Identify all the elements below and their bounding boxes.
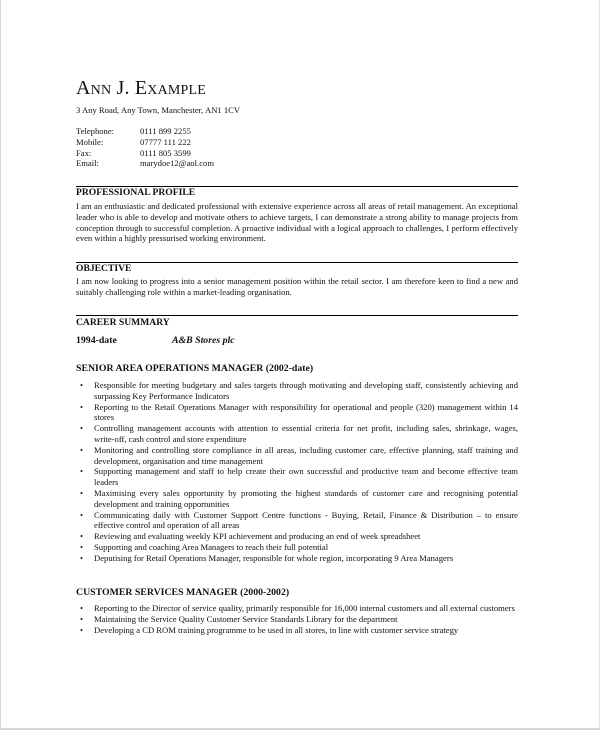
list-item xyxy=(76,466,518,488)
list-item xyxy=(76,542,518,553)
contact-mobile xyxy=(76,137,214,148)
list-item-text: Controlling management accounts with attention to essential criteria for net profit, including sales, shrinkage, wages, write-off, cash control and store expenditure xyxy=(94,423,518,444)
bullet-icon: • xyxy=(80,444,84,455)
section-divider xyxy=(76,315,518,316)
list-item-text: Reviewing and evaluating weekly KPI achievement and producing an end of week spreadsheet xyxy=(94,531,421,542)
list-item xyxy=(76,488,518,510)
contact-telephone xyxy=(76,126,214,137)
list-item xyxy=(76,531,518,542)
list-item xyxy=(76,625,518,636)
list-item-text: Maintaining the Service Quality Customer Service Standards Library for the department xyxy=(94,613,398,624)
list-item-text: Supporting and coaching Area Managers to reach their full potential xyxy=(94,541,329,552)
list-item-text: Communicating daily with Customer Support Centre functions - Buying, Retail, Finance & Distribution – to ensure effective control and operation of all areas xyxy=(94,509,518,531)
list-item-text: Reporting to the Retail Operations Manager with responsibility for operational and people (320) management within 14 stores xyxy=(94,401,518,423)
bullet-icon: • xyxy=(80,401,84,412)
list-item-text: Supporting management and staff to help create their own successful and productive team and become effective team leaders xyxy=(94,466,518,488)
contact-value: 07777 111 222 xyxy=(140,136,191,147)
list-item xyxy=(76,445,518,467)
bullet-icon: • xyxy=(80,466,84,477)
profile-text: I am an enthusiastic and dedicated professional with extensive experience across all areas of retail management. An exceptional leader who is able to develop and motivate others to achieve targets, I can demonstrate a strong ability to manage projects from conception through to successful completion. A proactive individual with a logical approach to challenges, I perform effectively even within a highly pressurised working environment. xyxy=(76,201,518,244)
list-item-text: Deputising for Retail Operations Manager, responsible for whole region, incorporating 9 Area Managers xyxy=(94,552,454,563)
list-item xyxy=(76,614,518,625)
section-divider xyxy=(76,262,518,263)
bullet-icon: • xyxy=(80,541,84,552)
list-item-text: Maximising every sales opportunity by promoting the highest standards of customer care and recognising potential development and training opportunities xyxy=(94,487,518,509)
bullet-icon: • xyxy=(80,423,84,434)
contact-email xyxy=(76,158,214,169)
list-item-text: Monitoring and controlling store compliance in all areas, including customer care, effective planning, staff training and development, organisation and time management xyxy=(94,444,518,466)
bullet-icon: • xyxy=(80,531,84,542)
bullet-icon: • xyxy=(80,624,84,635)
contact-value: 0111 805 3599 xyxy=(140,147,191,158)
job-bullets xyxy=(76,603,518,635)
list-item xyxy=(76,380,518,402)
address: 3 Any Road, Any Town, Manchester, AN1 1CV xyxy=(76,105,241,115)
bullet-icon: • xyxy=(80,380,84,390)
career-period: 1994-date xyxy=(76,335,117,346)
list-item xyxy=(76,423,518,445)
list-item xyxy=(76,402,518,424)
bullet-icon: • xyxy=(80,552,84,563)
contact-details xyxy=(76,126,214,169)
objective-text: I am now looking to progress into a senior management position within the retail sector. I am therefore keen to find a new and suitably challenging role within a market-leading organisation. xyxy=(76,276,518,297)
contact-fax xyxy=(76,148,214,159)
objective-heading: OBJECTIVE xyxy=(76,263,132,274)
contact-label: Email: xyxy=(76,158,99,169)
bullet-icon: • xyxy=(80,603,84,613)
contact-label: Fax: xyxy=(76,147,92,158)
career-heading: CAREER SUMMARY xyxy=(76,317,170,328)
job-title: SENIOR AREA OPERATIONS MANAGER (2002-date) xyxy=(76,363,314,374)
profile-heading: PROFESSIONAL PROFILE xyxy=(76,187,196,198)
contact-label: Telephone: xyxy=(76,126,115,136)
job-bullets xyxy=(76,380,518,564)
bullet-icon: • xyxy=(80,487,84,498)
list-item xyxy=(76,553,518,564)
bullet-icon: • xyxy=(80,509,84,520)
contact-value: 0111 899 2255 xyxy=(140,126,191,136)
list-item-text: Responsible for meeting budgetary and sales targets through motivating and developing staff, consistently achieving and surpassing Key Performance Indicators xyxy=(94,380,518,401)
company-name: A&B Stores plc xyxy=(172,335,235,346)
list-item-text: Reporting to the Director of service quality, primarily responsible for 16,000 internal customers and all external customers xyxy=(94,603,515,613)
list-item xyxy=(76,510,518,532)
bullet-icon: • xyxy=(80,613,84,624)
list-item-text: Developing a CD ROM training programme to be used in all stores, in line with customer service strategy xyxy=(94,624,459,635)
list-item xyxy=(76,603,518,614)
job-title: CUSTOMER SERVICES MANAGER (2000-2002) xyxy=(76,587,290,598)
candidate-name: Ann J. Example xyxy=(76,77,207,99)
contact-label: Mobile: xyxy=(76,136,104,147)
contact-value[interactable]: marydoe12@aol.com xyxy=(140,158,215,169)
